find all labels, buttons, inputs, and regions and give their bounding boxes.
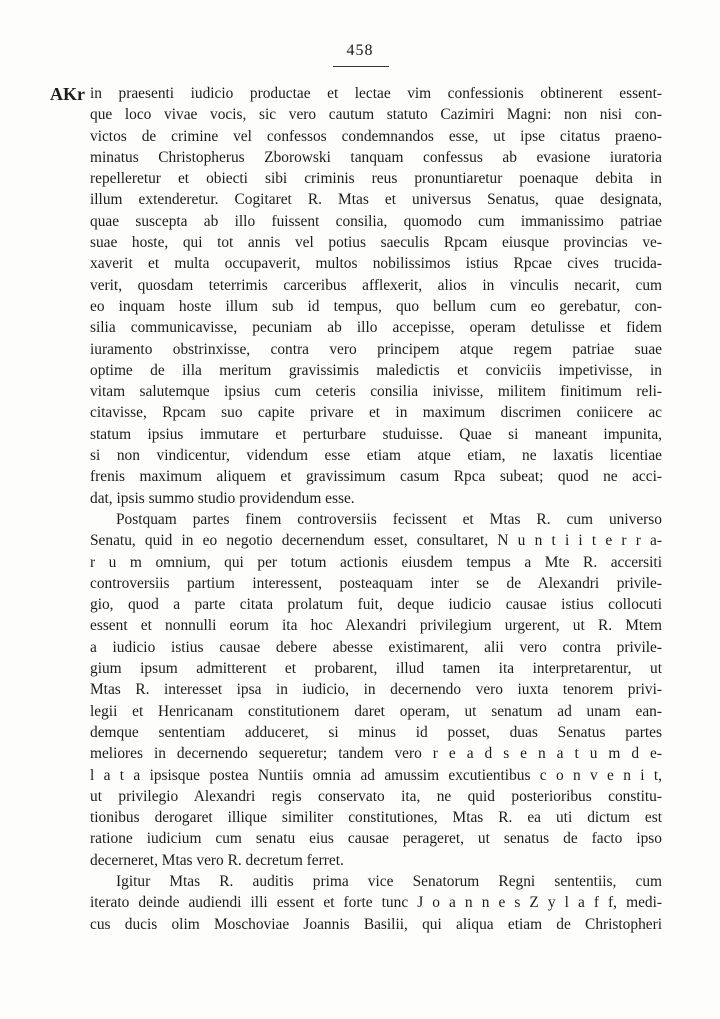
text-line: l a t a ipsisque postea Nuntiis omnia ad amussim excutientibus c o n v e n i t,: [90, 766, 662, 784]
paragraph-2: [90, 509, 662, 871]
text-line: ut privilegio Alexandri regis conservato ita, ne quid posterioribus constitu-: [90, 787, 662, 805]
text-line: Senatu, quid in eo negotio decernendum esset, consultaret, N u n t i i t e r r a-: [90, 532, 662, 550]
page-number: 458: [346, 42, 374, 59]
body-text: [90, 83, 662, 935]
text-line: frenis maximum aliquem et gravissimum casum Rpca subeat; quod ne acci-: [90, 468, 662, 486]
text-line: a iudicio istius causae debere abesse existimarent, alii vero contra privile-: [90, 638, 662, 656]
text-line: victos de crimine vel confessos condemnandos esse, ut ipse citatus praeno-: [90, 127, 662, 145]
text-line: Igitur Mtas R. auditis prima vice Senatorum Regni sententiis, cum: [116, 872, 662, 890]
text-line: iuramento obstrinxisse, contra vero principem atque regem patriae suae: [90, 340, 662, 358]
text-line: gio, quod a parte citata prolatum fuit, deque iudicio causae istius collocuti: [90, 596, 662, 614]
text-line: citavisse, Rpcam suo capite privare et in maximum discrimen coniicere ac: [90, 404, 662, 422]
page-number-rule: [333, 66, 389, 67]
text-line: optime de illa meritum gravissimis maledictis et conviciis impetivisse, in: [90, 361, 662, 379]
text-line: Postquam partes finem controversiis fecissent et Mtas R. cum universo: [116, 510, 662, 528]
margin-note: AKr: [50, 84, 85, 104]
text-line: dat, ipsis summo studio providendum esse.: [90, 489, 355, 507]
text-line: tionibus derogaret illique similiter constitutiones, Mtas R. ea uti dictum est: [90, 809, 662, 827]
text-line: eo inquam hoste illum sub id tempus, quo bellum cum eo gerebatur, con-: [90, 297, 662, 315]
text-line: silia communicavisse, pecuniam ab illo accepisse, operam detulisse et fidem: [90, 319, 662, 337]
text-line: si non vindicentur, videndum esse etiam atque etiam, ne laxatis licentiae: [90, 447, 662, 465]
text-line: in praesenti iudicio productae et lectae vim confessionis obtinerent essent-: [90, 85, 662, 102]
text-line: demque sententiam adduceret, si minus id posset, duas Senatus partes: [90, 723, 662, 741]
text-line: statum ipsius immutare et perturbare studuisse. Quae si maneant impunita,: [90, 425, 662, 443]
text-line: decerneret, Mtas vero R. decretum ferret.: [90, 851, 344, 869]
text-line: suae hoste, qui tot annis vel potius saeculis Rpcam eiusque provincias ve-: [90, 234, 662, 252]
text-line: essent et nonnulli eorum ita hoc Alexandri privilegium urgerent, ut R. Mtem: [90, 617, 662, 635]
paragraph-1: [90, 83, 662, 509]
text-line: minatus Christopherus Zborowski tanquam confessus ab evasione iuratoria: [90, 148, 662, 166]
text-line: cus ducis olim Moschoviae Joannis Basilii, qui aliqua etiam de Christopheri: [90, 915, 662, 933]
text-line: gium ipsum admitterent et probarent, illud tamen ita interpretarentur, ut: [90, 660, 662, 678]
text-line: repelleretur et obiecti sibi criminis reus pronuntiaretur poenaque debita in: [90, 170, 662, 188]
text-line: illum extenderetur. Cogitaret R. Mtas et universus Senatus, quae designata,: [90, 191, 662, 209]
text-line: meliores in decernendo sequeretur; tandem vero r e a d s e n a t u m d e-: [90, 745, 662, 763]
text-line: Mtas R. interesset ipsa in iudicio, in decernendo vero iuxta tenorem privi-: [90, 681, 662, 699]
text-line: r u m omnium, qui per totum actionis eiusdem tempus a Mte R. accersiti: [90, 553, 662, 571]
text-line: xaverit et multa occupaverit, multos nobilissimos istius Rpcae cives trucida-: [90, 255, 662, 273]
text-line: quae suscepta ab illo fuissent consilia, quomodo cum immanissimo patriae: [90, 212, 662, 230]
text-line: verit, quosdam teterrimis carceribus afflexerit, alios in vinculis necarit, cum: [90, 276, 662, 294]
text-line: vitam salutemque ipsius cum ceteris consilia inivisse, militem finitimum reli-: [90, 383, 662, 401]
text-line: controversiis partium interessent, posteaquam inter se de Alexandri privile-: [90, 574, 662, 592]
text-line: ratione iudicium cum senatu eius causae perageret, ut senatus de facto ipso: [90, 830, 662, 848]
text-line: iterato deinde audiendi illi essent et forte tunc J o a n n e s Z y l a f f, medi-: [90, 894, 662, 912]
text-line: legii et Henricanam constitutionem daret operam, ut senatum ad unam ean-: [90, 702, 662, 720]
paragraph-3: [90, 871, 662, 935]
text-line: que loco vivae vocis, sic vero cautum statuto Cazimiri Magni: non nisi con-: [90, 106, 662, 124]
